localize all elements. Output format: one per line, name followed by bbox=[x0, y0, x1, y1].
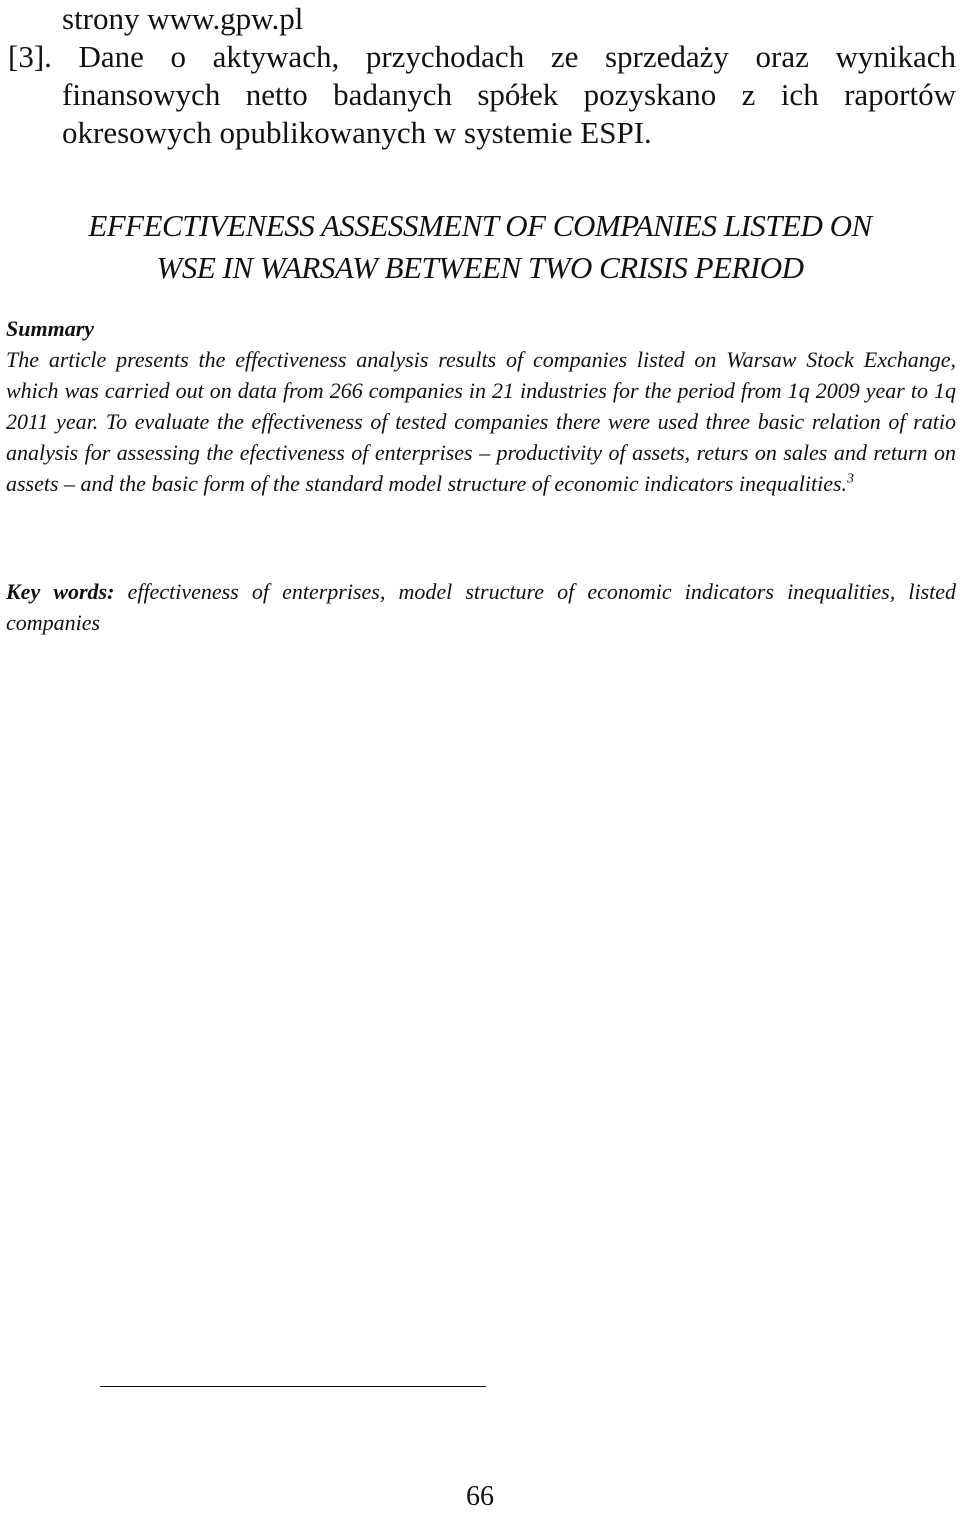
footnote-separator bbox=[100, 1386, 486, 1387]
polish-paragraph bbox=[8, 38, 956, 76]
summary-heading: Summary bbox=[6, 316, 95, 341]
keywords-label: Key words: bbox=[6, 579, 115, 604]
polish-text-continuation bbox=[62, 0, 956, 38]
text-line: [3]. Dane o aktywach, przychodach ze sprzedaży oraz wynikach bbox=[8, 39, 956, 74]
text-line: finansowych netto badanych spółek pozyskano z ich raportów bbox=[62, 77, 956, 112]
footnote-marker: 3 bbox=[847, 471, 855, 487]
keywords-text: effectiveness of enterprises, model structure of economic indicators inequalities, listed companies bbox=[6, 579, 957, 635]
article-title bbox=[0, 205, 960, 289]
polish-paragraph-continued bbox=[62, 76, 956, 152]
title-line-1: EFFECTIVENESS ASSESSMENT OF COMPANIES LISTED ON bbox=[88, 208, 872, 243]
text-line: okresowych opublikowanych w systemie ESPI. bbox=[62, 115, 652, 150]
summary-paragraph bbox=[6, 344, 956, 499]
text-line: strony www.gpw.pl bbox=[62, 1, 304, 36]
keywords-paragraph bbox=[6, 576, 956, 638]
summary-body: The article presents the effectiveness analysis results of companies listed on Warsaw Stock Exchange, which was carried out on data from 266 companies in 21 industries for the period from 1q 2009 year to 1q 2011 year. To evaluate the effectiveness of tested companies there were used three basic relation of ratio analysis for assessing the efectiveness of enterprises – productivity of assets, returs on sales and return on assets – and the basic form of the standard model structure of economic indicators inequalities. bbox=[6, 347, 956, 496]
title-line-2: WSE IN WARSAW BETWEEN TWO CRISIS PERIOD bbox=[156, 250, 804, 285]
page-number: 66 bbox=[466, 1481, 494, 1512]
